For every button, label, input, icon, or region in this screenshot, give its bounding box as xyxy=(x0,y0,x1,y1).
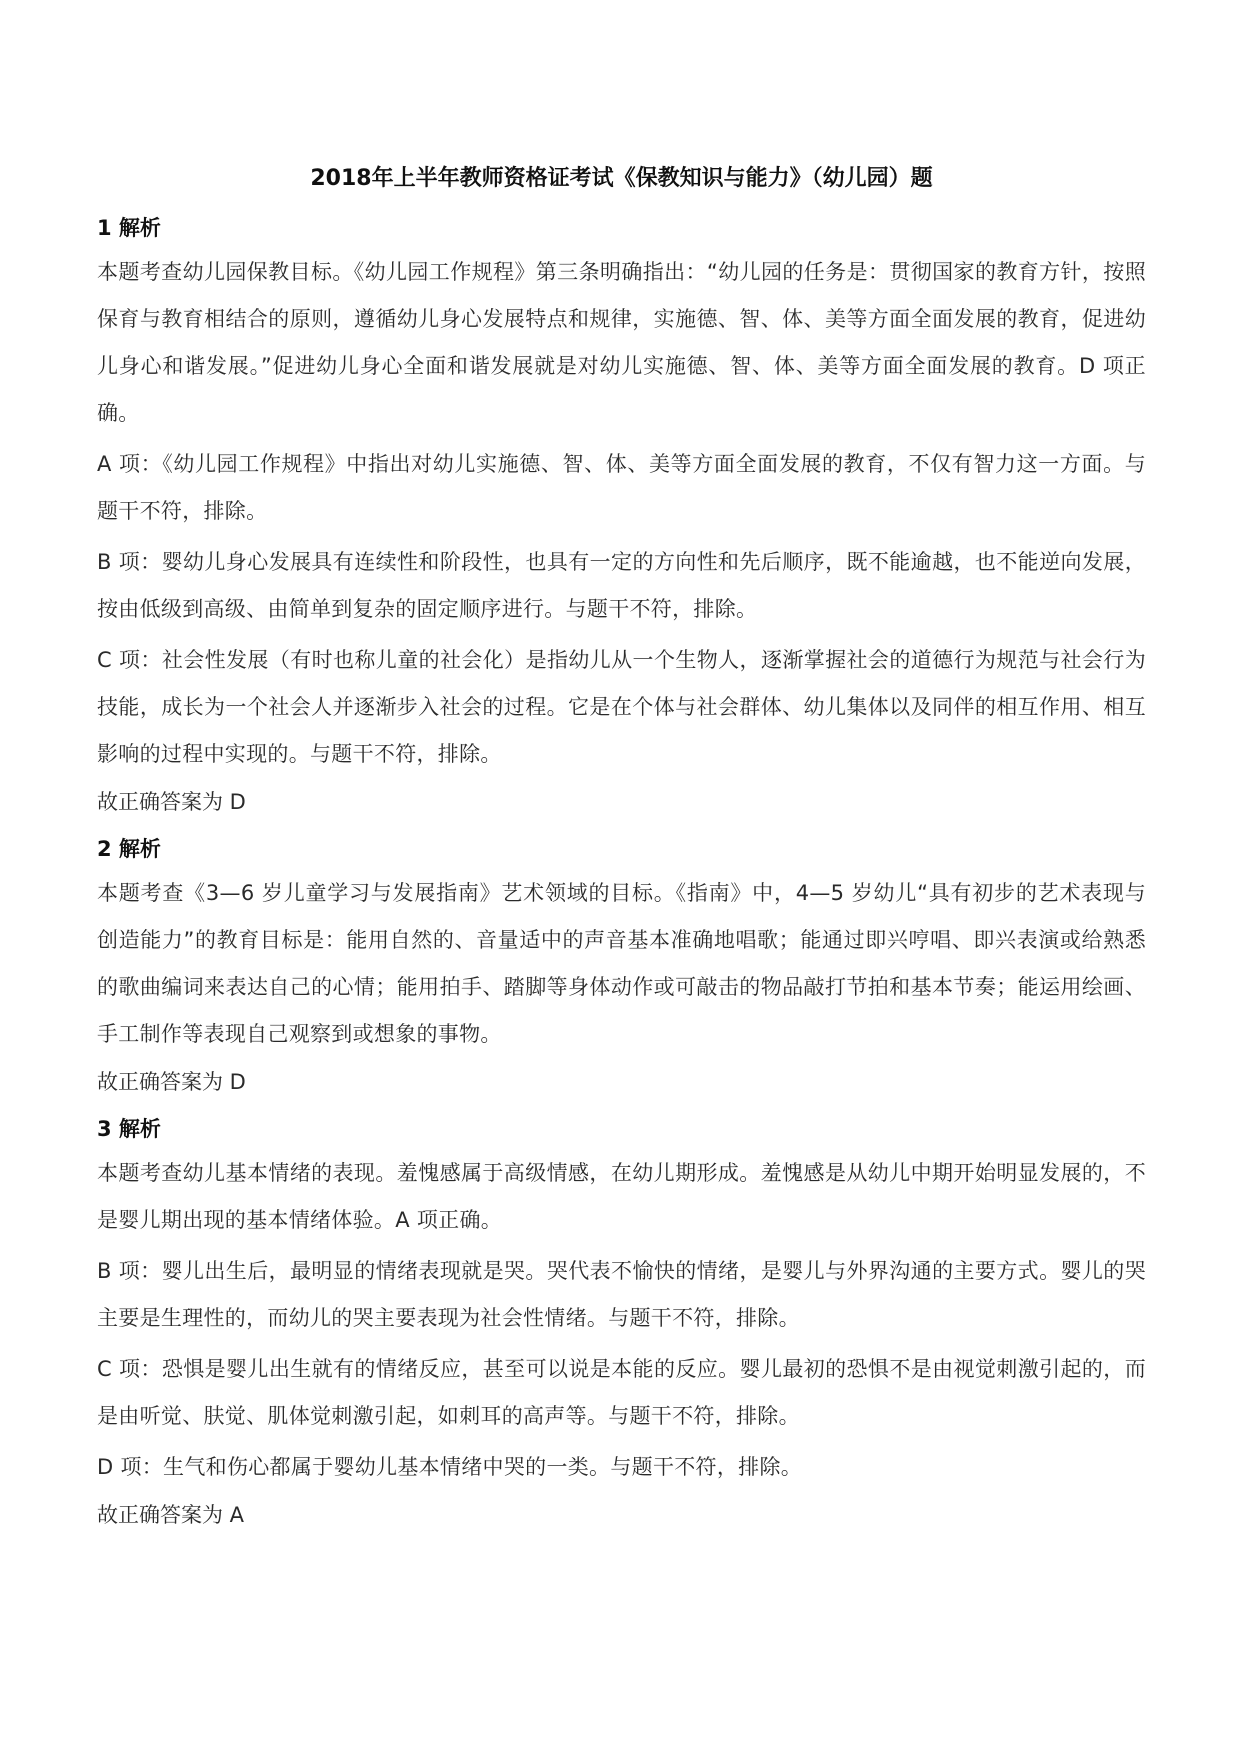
paragraph: B 项：婴幼儿身心发展具有连续性和阶段性，也具有一定的方向性和先后顺序，既不能逾越，也不能逆向发展，按由低级到高级、由简单到复杂的固定顺序进行。与题干不符，排除。 xyxy=(97,550,1146,621)
answer-line: 故正确答案为 D xyxy=(97,1070,246,1094)
document-title: 2018年上半年教师资格证考试《保教知识与能力》（幼儿园）题 xyxy=(310,166,933,191)
answer-line: 故正确答案为 D xyxy=(97,790,246,814)
paragraph: D 项：生气和伤心都属于婴幼儿基本情绪中哭的一类。与题干不符，排除。 xyxy=(97,1455,803,1479)
paragraph: B 项：婴儿出生后，最明显的情绪表现就是哭。哭代表不愉快的情绪，是婴儿与外界沟通的主要方式。婴儿的哭主要是生理性的，而幼儿的哭主要表现为社会性情绪。与题干不符，排除。 xyxy=(97,1259,1146,1330)
answer-line: 故正确答案为 A xyxy=(97,1503,245,1527)
section-heading: 1 解析 xyxy=(97,216,161,240)
paragraph: 本题考查幼儿基本情绪的表现。羞愧感属于高级情感，在幼儿期形成。羞愧感是从幼儿中期开始明显发展的，不是婴儿期出现的基本情绪体验。A 项正确。 xyxy=(97,1161,1146,1232)
paragraph: C 项：社会性发展（有时也称儿童的社会化）是指幼儿从一个生物人，逐渐掌握社会的道德行为规范与社会行为技能，成长为一个社会人并逐渐步入社会的过程。它是在个体与社会群体、幼儿集体以及同伴的相互作用、相互影响的过程中实现的。与题干不符，排除。 xyxy=(97,648,1146,766)
section-1 xyxy=(97,213,1146,822)
section-heading: 3 解析 xyxy=(97,1117,161,1141)
section-2 xyxy=(97,834,1146,1102)
section-3 xyxy=(97,1114,1146,1535)
section-heading: 2 解析 xyxy=(97,837,161,861)
paragraph: A 项：《幼儿园工作规程》中指出对幼儿实施德、智、体、美等方面全面发展的教育，不仅有智力这一方面。与题干不符，排除。 xyxy=(97,452,1146,523)
paragraph: 本题考查《3—6 岁儿童学习与发展指南》艺术领域的目标。《指南》中，4—5 岁幼儿“具有初步的艺术表现与创造能力”的教育目标是：能用自然的、音量适中的声音基本准确地唱歌；能通过即兴哼唱、即兴表演或给熟悉的歌曲编词来表达自己的心情；能用拍手、踏脚等身体动作或可敲击的物品敲打节拍和基本节奏；能运用绘画、手工制作等表现自己观察到或想象的事物。 xyxy=(97,881,1146,1046)
paragraph: C 项：恐惧是婴儿出生就有的情绪反应，甚至可以说是本能的反应。婴儿最初的恐惧不是由视觉刺激引起的，而是由听觉、肤觉、肌体觉刺激引起，如刺耳的高声等。与题干不符，排除。 xyxy=(97,1357,1146,1428)
paragraph: 本题考查幼儿园保教目标。《幼儿园工作规程》第三条明确指出：“幼儿园的任务是：贯彻国家的教育方针，按照保育与教育相结合的原则，遵循幼儿身心发展特点和规律，实施德、智、体、美等方面全面发展的教育，促进幼儿身心和谐发展。”促进幼儿身心全面和谐发展就是对幼儿实施德、智、体、美等方面全面发展的教育。D 项正确。 xyxy=(97,260,1146,425)
